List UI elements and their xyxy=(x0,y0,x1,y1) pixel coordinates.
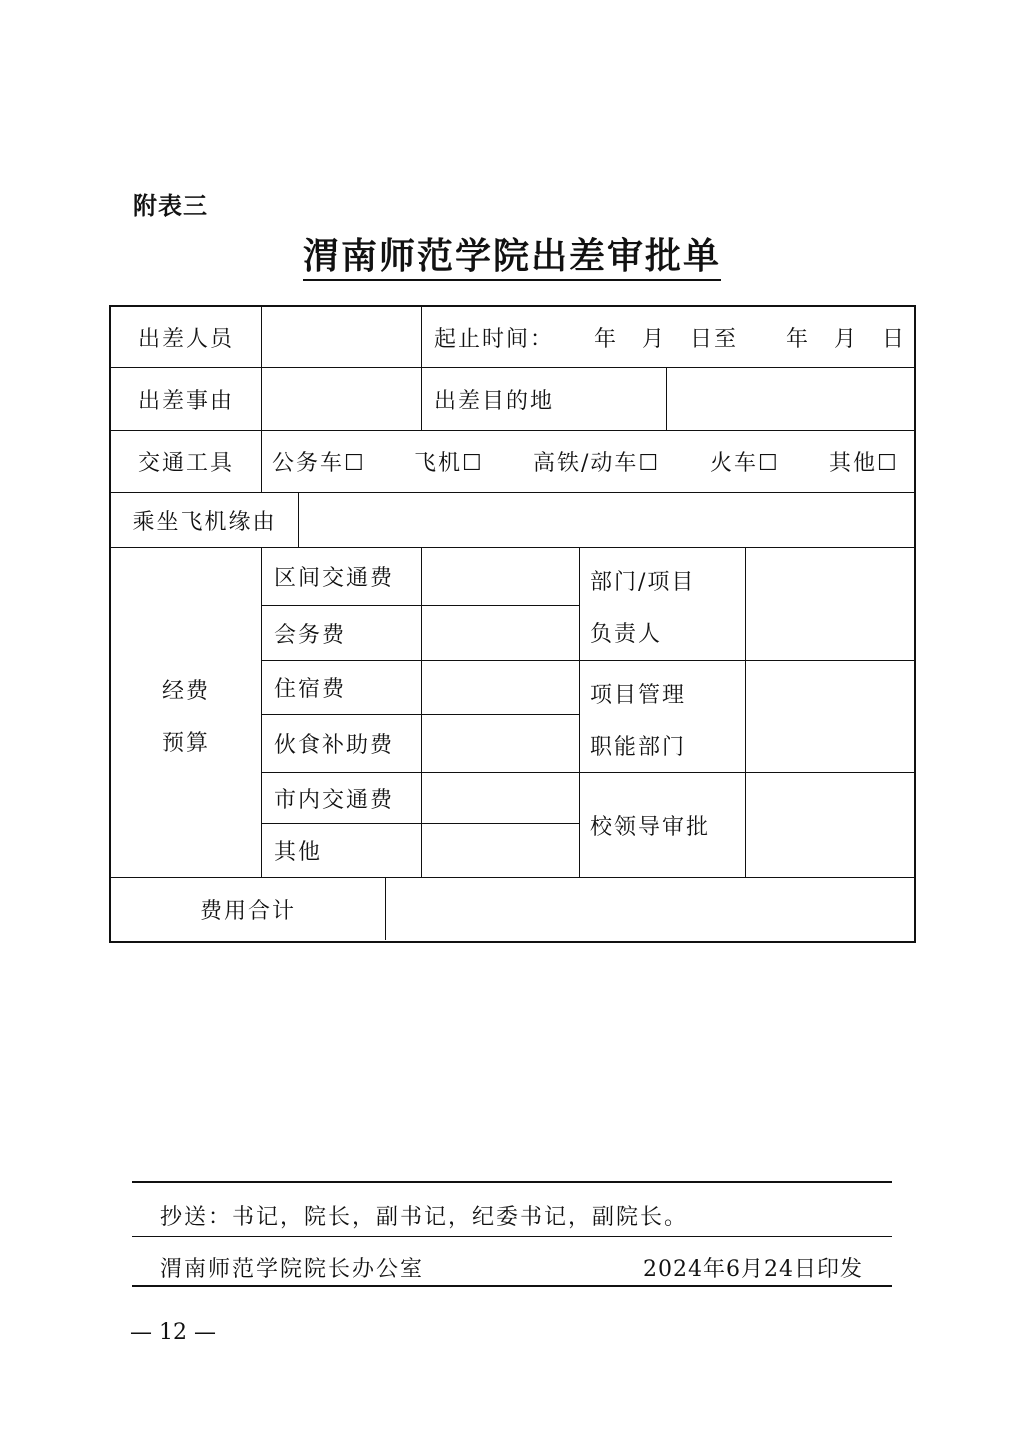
col-divider xyxy=(261,430,262,492)
flight-reason-label: 乘坐飞机缘由 xyxy=(132,509,277,535)
budget-item-other: 其他 xyxy=(274,840,323,865)
budget-item-local-transport: 市内交通费 xyxy=(274,787,395,813)
total-field[interactable] xyxy=(386,878,912,940)
budget-amount-field[interactable] xyxy=(422,606,579,660)
school-leader-signature-field[interactable] xyxy=(746,773,912,877)
flight-reason-field[interactable] xyxy=(299,493,911,547)
destination-field[interactable] xyxy=(667,368,912,430)
project-mgmt-label-line1: 项目管理 xyxy=(590,683,687,708)
traveler-field[interactable] xyxy=(262,307,421,367)
transport-option-official-car[interactable]: 公务车☐ xyxy=(272,451,366,476)
travel-period-label: 起止时间： xyxy=(434,326,555,352)
budget-amount-field[interactable] xyxy=(422,715,579,772)
dept-head-label-line2: 负责人 xyxy=(590,622,663,647)
issue-date: 2024年6月24日印发 xyxy=(643,1257,863,1282)
total-label: 费用合计 xyxy=(199,898,296,924)
attachment-label: 附表三 xyxy=(133,192,208,220)
project-mgmt-label-line2: 职能部门 xyxy=(590,735,687,760)
transport-option-high-speed-rail[interactable]: 高铁/动车☐ xyxy=(533,451,661,476)
issuer: 渭南师范学院院长办公室 xyxy=(160,1257,425,1282)
dept-head-signature-field[interactable] xyxy=(746,548,912,660)
form-title: 渭南师范学院出差审批单 xyxy=(0,228,1024,279)
footer-top-rule xyxy=(132,1181,892,1183)
budget-label-line1: 经费 xyxy=(162,679,211,704)
project-mgmt-signature-field[interactable] xyxy=(746,661,912,772)
budget-amount-field[interactable] xyxy=(422,548,579,605)
budget-item-accommodation: 住宿费 xyxy=(274,677,347,702)
budget-label-line2: 预算 xyxy=(162,731,211,756)
destination-label: 出差目的地 xyxy=(434,388,555,414)
footer-middle-rule xyxy=(132,1236,892,1237)
budget-item-meal-allowance: 伙食补助费 xyxy=(274,733,395,758)
reason-label: 出差事由 xyxy=(137,388,234,414)
traveler-label: 出差人员 xyxy=(137,326,234,352)
transport-option-other[interactable]: 其他☐ xyxy=(829,451,899,476)
cc-list: 抄送：书记，院长，副书记，纪委书记，副院长。 xyxy=(160,1205,689,1230)
transport-label: 交通工具 xyxy=(137,451,234,476)
budget-amount-field[interactable] xyxy=(422,661,579,714)
travel-period-template: 年 月 日至 年 月 日 xyxy=(594,326,907,352)
budget-item-intercity-transport: 区间交通费 xyxy=(274,566,395,591)
transport-option-train[interactable]: 火车☐ xyxy=(710,451,780,476)
reason-field[interactable] xyxy=(262,368,421,430)
transport-option-plane[interactable]: 飞机☐ xyxy=(414,451,484,476)
budget-amount-field[interactable] xyxy=(422,824,579,877)
budget-item-conference: 会务费 xyxy=(274,622,347,648)
travel-period-field[interactable] xyxy=(422,307,914,367)
budget-amount-field[interactable] xyxy=(422,773,579,823)
footer-bottom-rule xyxy=(132,1285,892,1287)
school-leader-approval-label: 校领导审批 xyxy=(590,814,711,840)
page-number: — 12 — xyxy=(130,1320,216,1345)
dept-head-label-line1: 部门/项目 xyxy=(590,570,696,595)
